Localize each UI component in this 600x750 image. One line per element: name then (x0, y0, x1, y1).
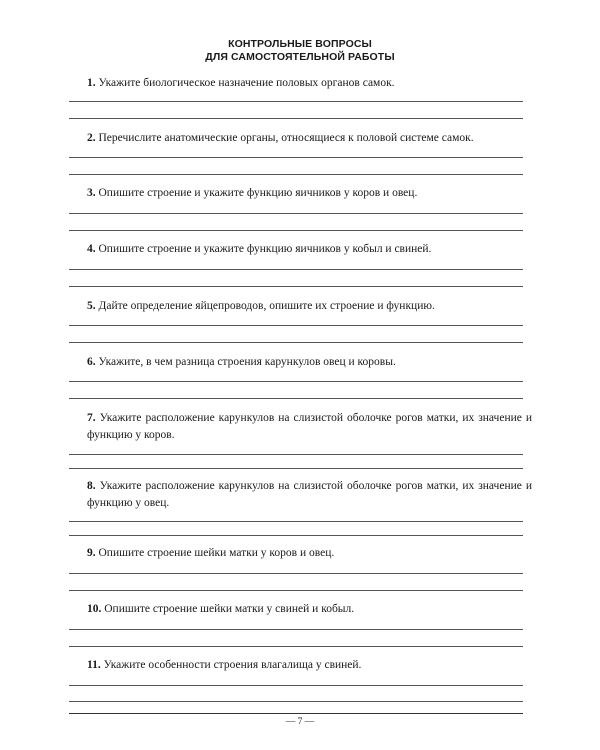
question-number: 9. (87, 547, 96, 559)
question-text: Укажите расположение карункулов на слизистой оболочке рогов матки, их значение и функцию у коров. (87, 412, 532, 441)
page-number: — 7 — (285, 717, 315, 727)
answer-line[interactable] (69, 118, 523, 119)
question-number: 11. (87, 659, 101, 671)
answer-line[interactable] (69, 590, 523, 591)
question-6 (87, 354, 532, 371)
question-number: 3. (87, 187, 96, 199)
answer-line[interactable] (69, 468, 523, 469)
question-number: 5. (87, 300, 96, 312)
question-text: Укажите, в чем разница строения карункулов овец и коровы. (95, 356, 396, 368)
question-10 (87, 601, 532, 618)
answer-line[interactable] (69, 213, 523, 214)
answer-line[interactable] (69, 325, 523, 326)
question-4 (87, 241, 532, 258)
question-number: 10. (87, 603, 102, 615)
answer-line[interactable] (69, 629, 523, 630)
question-number: 4. (87, 243, 96, 255)
question-number: 6. (87, 356, 96, 368)
question-1 (87, 75, 532, 92)
question-text: Укажите биологическое назначение половых органов самок. (95, 77, 395, 89)
answer-line[interactable] (69, 535, 523, 536)
question-number: 7. (87, 412, 96, 424)
question-number: 1. (87, 77, 96, 89)
answer-line[interactable] (69, 701, 523, 702)
answer-line[interactable] (69, 381, 523, 382)
answer-line[interactable] (69, 157, 523, 158)
question-number: 8. (87, 480, 96, 492)
question-3 (87, 185, 532, 202)
question-11 (87, 657, 532, 674)
title-line-1: КОНТРОЛЬНЫЕ ВОПРОСЫ (228, 38, 372, 50)
answer-line[interactable] (69, 454, 523, 455)
answer-line[interactable] (69, 286, 523, 287)
question-5 (87, 298, 532, 315)
question-text: Дайте определение яйцепроводов, опишите их строение и функцию. (95, 300, 435, 312)
page-title (0, 38, 600, 64)
question-text: Укажите особенности строения влагалища у свиней. (100, 659, 362, 671)
answer-line[interactable] (69, 174, 523, 175)
question-7 (87, 410, 532, 444)
question-text: Укажите расположение карункулов на слизистой оболочке рогов матки, их значение и функцию у овец. (87, 480, 532, 509)
question-9 (87, 545, 532, 562)
answer-line[interactable] (69, 646, 523, 647)
question-text: Опишите строение и укажите функцию яичников у коров и овец. (95, 187, 418, 199)
answer-line[interactable] (69, 101, 523, 102)
question-text: Опишите строение шейки матки у коров и овец. (95, 547, 335, 559)
answer-line[interactable] (69, 685, 523, 686)
footer-divider (69, 713, 523, 714)
question-number: 2. (87, 132, 96, 144)
answer-line[interactable] (69, 573, 523, 574)
answer-line[interactable] (69, 342, 523, 343)
question-8 (87, 478, 532, 512)
question-text: Опишите строение шейки матки у свиней и кобыл. (101, 603, 355, 615)
answer-line[interactable] (69, 269, 523, 270)
question-2 (87, 130, 532, 147)
answer-line[interactable] (69, 398, 523, 399)
answer-line[interactable] (69, 521, 523, 522)
question-text: Перечислите анатомические органы, относящиеся к половой системе самок. (95, 132, 474, 144)
answer-line[interactable] (69, 230, 523, 231)
title-line-2: ДЛЯ САМОСТОЯТЕЛЬНОЙ РАБОТЫ (205, 51, 395, 63)
question-text: Опишите строение и укажите функцию яичников у кобыл и свиней. (95, 243, 432, 255)
